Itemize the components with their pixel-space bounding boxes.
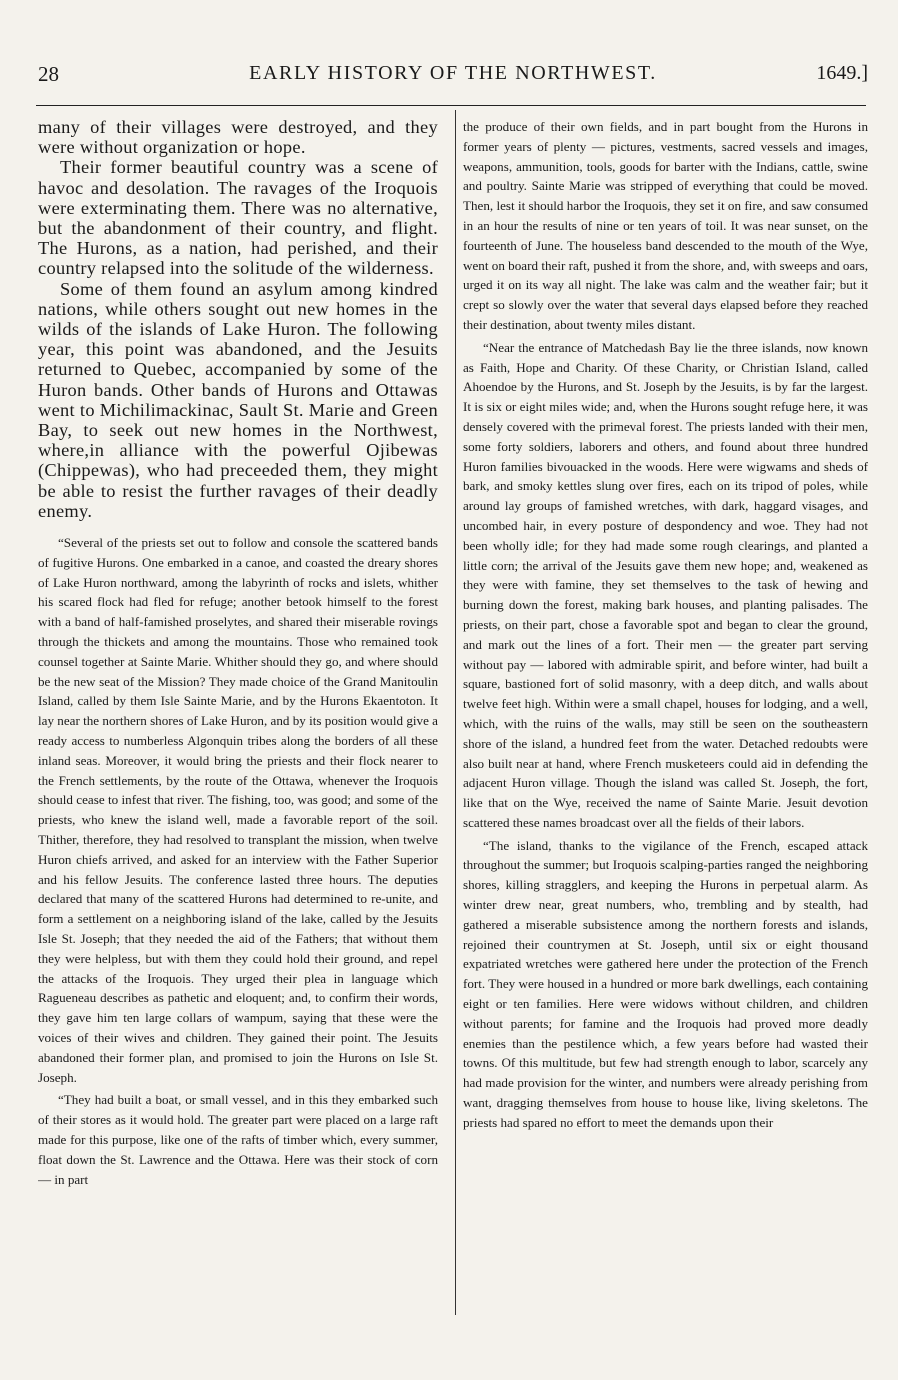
quote-paragraph: the produce of their own fields, and in part bought from the Hurons in former years of plenty — pictures, vestments, sacred vessels and images, weapons, ammunition, tools, goods for barter with the Indians, cattle, swine and poultry. Sainte Marie was stripped of everything that could be moved. Then, lest it should harbor the Iroquois, they set it on fire, and saw consumed in an hour the results of nine or ten years of toil. It was near sunset, on the fourteenth of June. The houseless band descended to the mouth of the Wye, went on board their raft, pushed it from the shore, and, with sweeps and oars, urged it on its way all night. The lake was calm and the weather fair; but it crept so slowly over the water that several days elapsed before they reached their destination, about twenty miles distant. bbox=[463, 119, 868, 332]
quoted-text bbox=[38, 533, 438, 1189]
header-year: 1649.] bbox=[816, 62, 868, 84]
narrative-paragraph: Some of them found an asylum among kindred nations, while others sought out new homes in the wilds of the islands of Lake Huron. The following year, this point was abandoned, and the Jesuits returned to Quebec, accompanied by some of the Huron bands. Other bands of Hurons and Ottawas went to Michilimackinac, Sault St. Marie and Green Bay, to seek out new homes in the Northwest, where,in alliance with the powerful Ojibewas (Chippewas), who had preceeded them, they might be able to resist the further ravages of their deadly enemy. bbox=[38, 278, 438, 521]
page-number: 28 bbox=[38, 62, 59, 86]
running-title: EARLY HISTORY OF THE NORTHWEST. bbox=[249, 62, 657, 84]
quote-paragraph: “The island, thanks to the vigilance of the French, escaped attack throughout the summer; but Iroquois scalping-parties ranged the neighboring shores, killing stragglers, and keeping the Hurons in perpetual alarm. As winter drew near, great numbers, who, trembling and by stealth, had gathered a miserable subsistence among the northern forests and islands, rejoined their countrymen at St. Joseph, until six or eight thousand expatriated wretches were gathered here under the protection of the French fort. They were housed in a hundred or more bark dwellings, each containing eight or ten families. Here were widows without children, and children without parents; for famine and the Iroquois had proved more deadly enemies than the pestilence which, a few years before had wasted their towns. Of this multitude, but few had strength enough to labor, scarcely any had made provision for the winter, and numbers were already perishing from want, dragging themselves from house to house like, living skeletons. The priests had spared no effort to meet the demands upon their bbox=[463, 837, 868, 1130]
header-rule bbox=[36, 105, 866, 106]
page-header bbox=[38, 58, 868, 94]
quote-paragraph: “Several of the priests set out to follow and console the scattered bands of fugitive Hurons. One embarked in a canoe, and coasted the dreary shores of Lake Huron northward, among the labyrinth of rocks and islets, whither his scared flock had fled for refuge; another betook himself to the forest with a band of half-famished proselytes, and shared their miserable rovings through the thickets and among the mountains. Those who remained took counsel together at Sainte Marie. Whither should they go, and where should be the new seat of the Mission? They made choice of the Grand Manitoulin Island, called by them Isle Sainte Marie, and by the Hurons Ekaentoton. It lay near the northern shores of Lake Huron, and by its position would give a ready access to numberless Algonquin tribes along the borders of all these inland seas. Moreover, it would bring the priests and their flock nearer to the French settlements, by the route of the Ottawa, whenever the Iroquois should cease to infest that river. The fishing, too, was good; and some of the priests, who knew the island well, made a favorable report of the soil. Thither, therefore, they had resolved to transplant the mission, when twelve Huron chiefs arrived, and asked for an interview with the Father Superior and his fellow Jesuits. The conference lasted three hours. The deputies declared that many of the scattered Hurons had determined to re-unite, and form a settlement on a neighboring island of the lake, called by the Jesuits Isle St. Joseph; that they needed the aid of the Fathers; that without them they were helpless, but with them they could hold their ground, and repel the attacks of the Iroquois. They urged their plea in language which Ragueneau describes as pathetic and eloquent; and, to confirm their words, they gave him ten large collars of wampum, saying that these were the voices of their wives and children. They gained their point. The Jesuits abandoned their former plan, and promised to join the Hurons on Isle St. Joseph. bbox=[38, 535, 438, 1085]
right-column bbox=[463, 117, 868, 1317]
narrative-paragraph: many of their villages were destroyed, and they were without organization or hope. bbox=[38, 117, 438, 158]
quote-paragraph: “They had built a boat, or small vessel, and in this they embarked such of their stores as it would hold. The greater part were placed on a large raft made for this purpose, like one of the rafts of timber which, every summer, float down the St. Lawrence and the Ottawa. Here was their stock of corn — in part bbox=[38, 1092, 438, 1187]
column-divider bbox=[455, 110, 456, 1315]
narrative-text bbox=[38, 117, 438, 521]
left-column bbox=[38, 117, 438, 1317]
narrative-paragraph: Their former beautiful country was a scene of havoc and desolation. The ravages of the Iroquois were exterminating them. There was no alternative, but the abandonment of their country, and flight. The Hurons, as a nation, had perished, and their country relapsed into the solitude of the wilderness. bbox=[38, 157, 438, 279]
quote-paragraph: “Near the entrance of Matchedash Bay lie the three islands, now known as Faith, Hope and Charity. Of these Charity, or Christian Island, called Ahoendoe by the Hurons, and St. Joseph by the Jesuits, is by far the largest. It is six or eight miles wide; and, when the Hurons sought refuge here, it was densely covered with the primeval forest. The priests landed with their men, some forty soldiers, laborers and others, and found about three hundred Huron families bivouacked in the woods. Here were wigwams and sheds of bark, and smoky kettles slung over fires, each on its tripod of poles, while around lay groups of famished wretches, with dark, haggard visages, and uncombed hair, in every posture of despondency and woe. They had not been wholly idle; for they had made some rough clearings, and planted a little corn; the arrival of the Jesuits gave them new hope; and, weakened as they were with famine, they set themselves to the task of hewing and burning down the forest, making bark houses, and planting palisades. The priests, on their part, chose a favorable spot and began to clear the ground, and mark out the lines of a fort. Their men — the greater part serving without pay — labored with admirable spirit, and before winter, had built a square, bastioned fort of solid masonry, with a deep ditch, and walls about twelve feet high. Within were a small chapel, houses for lodging, and a well, which, with the ruins of the walls, may still be seen on the southeastern shore of the island, a hundred feet from the water. Detached redoubts were also built near at hand, where French musketeers could aid in defending the adjacent Huron village. Though the island was called St. Joseph, the fort, like that on the Wye, received the name of Sainte Marie. Jesuit devotion scattered these names broadcast over all the fields of their labors. bbox=[463, 339, 868, 830]
quoted-text bbox=[463, 117, 868, 1133]
